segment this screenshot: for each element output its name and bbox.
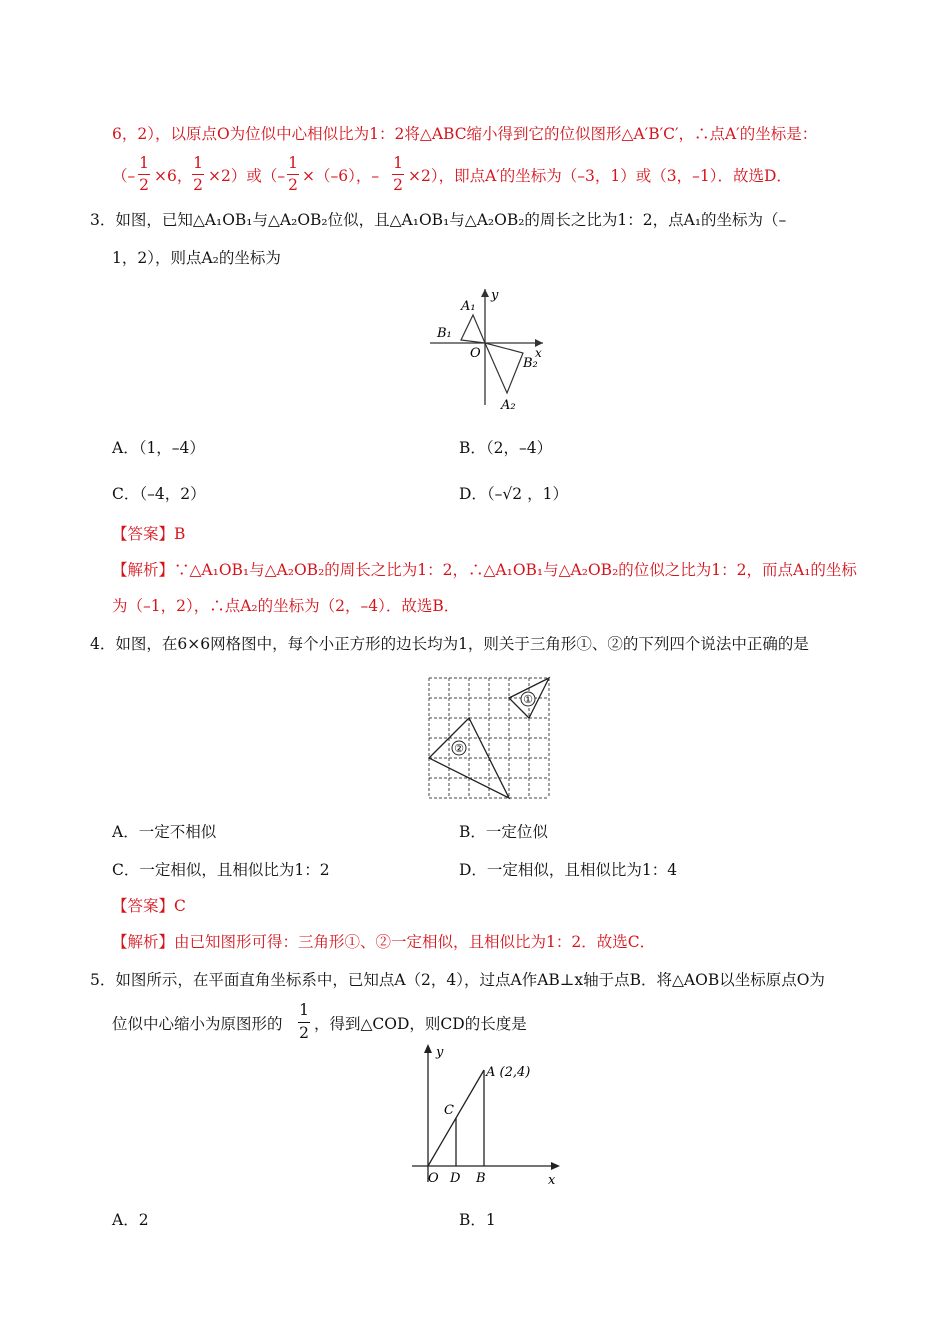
q4-option-d[interactable]: D．一定相似，且相似比为1：4 xyxy=(459,861,678,879)
q4-triangle2-label: ② xyxy=(454,742,464,755)
q3-analysis-line1: 【解析】∵△A₁OB₁与△A₂OB₂的周长之比为1：2，∴△A₁OB₁与△A₂OB₂的位似之比为1：2，而点A₁的坐标 xyxy=(112,561,857,579)
prev-solution-line1: 6，2），以原点O为位似中心相似比为1：2将△ABC缩小得到它的位似图形△A′B′C′，∴点A′的坐标是： xyxy=(112,125,818,143)
q5-option-a[interactable]: A．2 xyxy=(112,1211,149,1229)
q3-option-c[interactable]: C．（–4，2） xyxy=(112,485,206,503)
q3-option-a[interactable]: A．（1，–4） xyxy=(112,439,205,457)
q4-stem: 4．如图，在6×6网格图中，每个小正方形的边长均为1，则关于三角形①、②的下列四个说法中正确的是 xyxy=(90,635,809,653)
q5-stem-line1: 5．如图所示，在平面直角坐标系中，已知点A（2，4），过点A作AB⊥x轴于点B．将△AOB以坐标原点O为 xyxy=(90,971,825,989)
q5-label-b: B xyxy=(476,1171,486,1186)
q4-triangle1-label: ① xyxy=(523,693,533,706)
q3-answer: 【答案】B xyxy=(112,525,186,543)
q5-option-b[interactable]: B．1 xyxy=(459,1211,496,1229)
q3-figure xyxy=(425,285,555,415)
q3-label-o: O xyxy=(470,346,481,361)
q4-option-a[interactable]: A．一定不相似 xyxy=(112,823,217,841)
q4-option-c[interactable]: C．一定相似，且相似比为1：2 xyxy=(112,861,330,879)
q3-label-x: x xyxy=(535,346,542,360)
q3-stem-line1: 3．如图，已知△A₁OB₁与△A₂OB₂位似，且△A₁OB₁与△A₂OB₂的周长之比为1：2，点A₁的坐标为（– xyxy=(90,211,787,229)
q5-fraction-num: 1 xyxy=(299,1001,309,1019)
q4-analysis: 【解析】由已知图形可得：三角形①、②一定相似，且相似比为1：2．故选C． xyxy=(112,933,656,951)
q3-label-b2: B₂ xyxy=(523,356,538,371)
fraction-num: 1 xyxy=(139,154,149,172)
q5-label-c: C xyxy=(444,1103,454,1118)
q5-label-a: A (2,4) xyxy=(486,1065,531,1080)
q3-label-b1: B₁ xyxy=(437,326,452,341)
q5-label-d: D xyxy=(450,1171,461,1186)
q5-label-o: O xyxy=(428,1171,439,1186)
q3-label-y: y xyxy=(491,288,499,303)
q3-label-a2: A₂ xyxy=(501,398,516,413)
q3-label-a1: A₁ xyxy=(461,299,476,314)
fraction-den: 2 xyxy=(139,176,149,194)
q4-answer: 【答案】C xyxy=(112,897,186,915)
q3-analysis-line2: 为（–1，2），∴点A₂的坐标为（2，–4）．故选B． xyxy=(112,597,460,615)
q5-label-y: y xyxy=(436,1045,444,1060)
q3-stem-line2: 1，2），则点A₂的坐标为 xyxy=(112,249,281,267)
q3-option-b[interactable]: B．（2，–4） xyxy=(459,439,553,457)
q5-label-x: x xyxy=(548,1173,556,1188)
q4-grid-figure xyxy=(427,676,551,800)
q3-option-d[interactable]: D．（–√2 ，1） xyxy=(459,485,568,503)
q5-fraction-den: 2 xyxy=(299,1024,309,1042)
q5-figure xyxy=(408,1044,568,1189)
q4-option-b[interactable]: B．一定位似 xyxy=(459,823,548,841)
